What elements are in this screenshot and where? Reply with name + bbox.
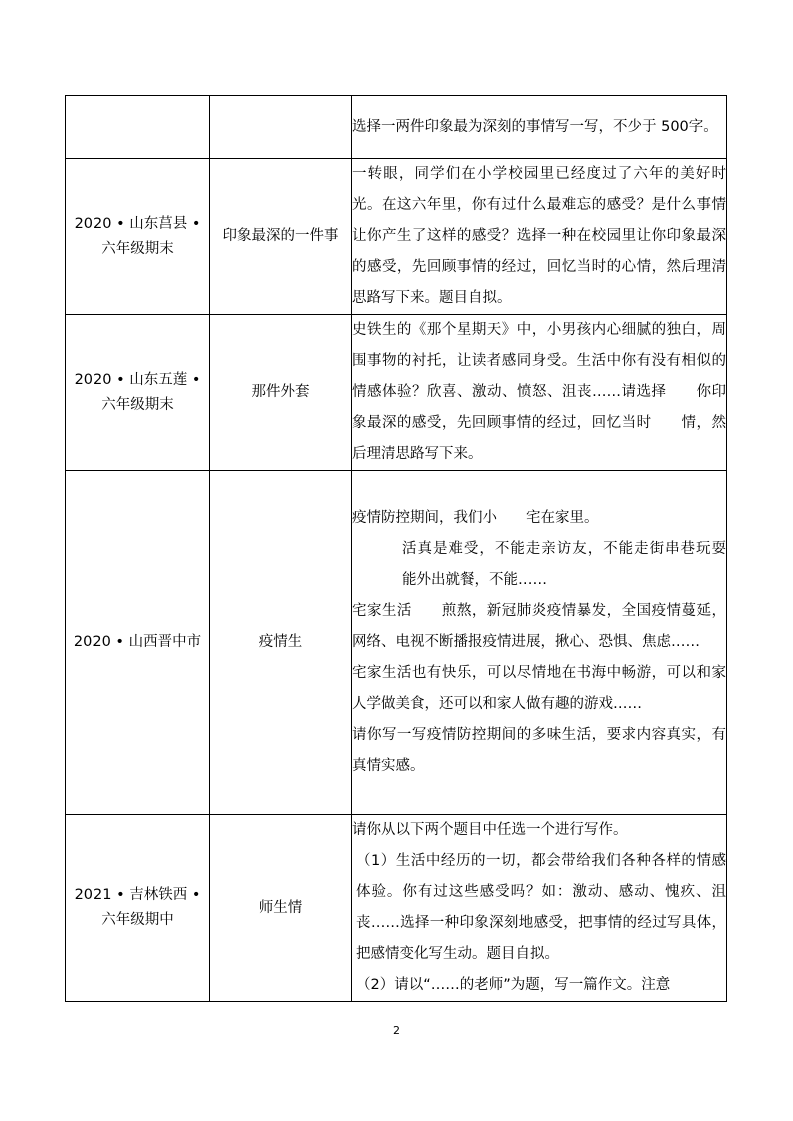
table-row xyxy=(66,159,727,315)
task-paragraph: 宅家生活也有快乐，可以尽情地在书海中畅游，可以和家人学做美食，还可以和家人做有趣的游戏…… xyxy=(352,665,726,712)
topic-cell: 师生情 xyxy=(210,815,352,1002)
table-row xyxy=(66,96,727,159)
task-paragraph: 选择一两件印象最为深刻的事情写一写，不少于 500字。 xyxy=(352,118,718,135)
source-cell: 2020 • 山西晋中市 xyxy=(66,471,210,815)
topic-cell: 印象最深的一件事 xyxy=(210,159,352,315)
page-number: 2 xyxy=(393,1024,400,1037)
task-cell xyxy=(352,815,727,1002)
topic-cell: 那件外套 xyxy=(210,315,352,471)
task-paragraph: 一转眼，同学们在小学校园里已经度过了六年的美好时光。在这六年里，你有过什么最难忘的感受？是什么事情让你产生了这样的感受？选择一种在校园里让你印象最深的感受，先回顾事情的经过，回忆当时的心情，然后理清思路写下来。题目自拟。 xyxy=(352,166,726,306)
source-cell: 2020 • 山东莒县 • 六年级期末 xyxy=(66,159,210,315)
topic-cell: 疫情生 xyxy=(210,471,352,815)
task-paragraph: 宅家生活 煎熬，新冠肺炎疫情暴发，全国疫情蔓延，网络、电视不断播报疫情进展，揪心、恐惧、焦虑…… xyxy=(352,603,726,650)
task-paragraph: 史铁生的《那个星期天》中，小男孩内心细腻的独白，周围事物的衬托，让读者感同身受。生活中你有没有相似的情感体验？欣喜、激动、愤怒、沮丧……请选择 你印象最深的感受，先回顾事情的经过，回忆当时 情，然后理清思路写下来。 xyxy=(352,322,726,462)
task-paragraph: 请你写一写疫情防控期间的多味生活，要求内容真实，有真情实感。 xyxy=(352,727,726,774)
task-cell xyxy=(352,471,755,815)
source-cell: 2020 • 山东五莲 • 六年级期末 xyxy=(66,315,210,471)
task-paragraph: 活真是难受，不能走亲访友，不能走街串巷玩耍 能外出就餐，不能…… xyxy=(402,541,755,588)
table-row xyxy=(66,315,727,471)
table-row xyxy=(66,471,727,815)
topic-cell xyxy=(210,96,352,159)
task-paragraph: （2）请以“……的老师”为题，写一篇作文。注意 xyxy=(356,977,671,993)
task-cell xyxy=(352,315,727,471)
task-paragraph: （1）生活中经历的一切，都会带给我们各种各样的情感体验。你有过这些感受吗？如：激动、感动、愧疚、沮丧……选择一种印象深刻地感受，把事情的经过写具体，把感情变化写生动。题目自拟。 xyxy=(356,853,726,962)
source-cell xyxy=(66,96,210,159)
task-cell xyxy=(352,96,727,159)
exam-topics-table xyxy=(65,95,755,1002)
table-row xyxy=(66,815,727,1002)
task-cell xyxy=(352,159,727,315)
task-paragraph: 请你从以下两个题目中任选一个进行写作。 xyxy=(352,822,628,838)
source-cell: 2021 • 吉林铁西 • 六年级期中 xyxy=(66,815,210,1002)
task-paragraph: 疫情防控期间，我们小 宅在家里。 xyxy=(352,510,599,526)
